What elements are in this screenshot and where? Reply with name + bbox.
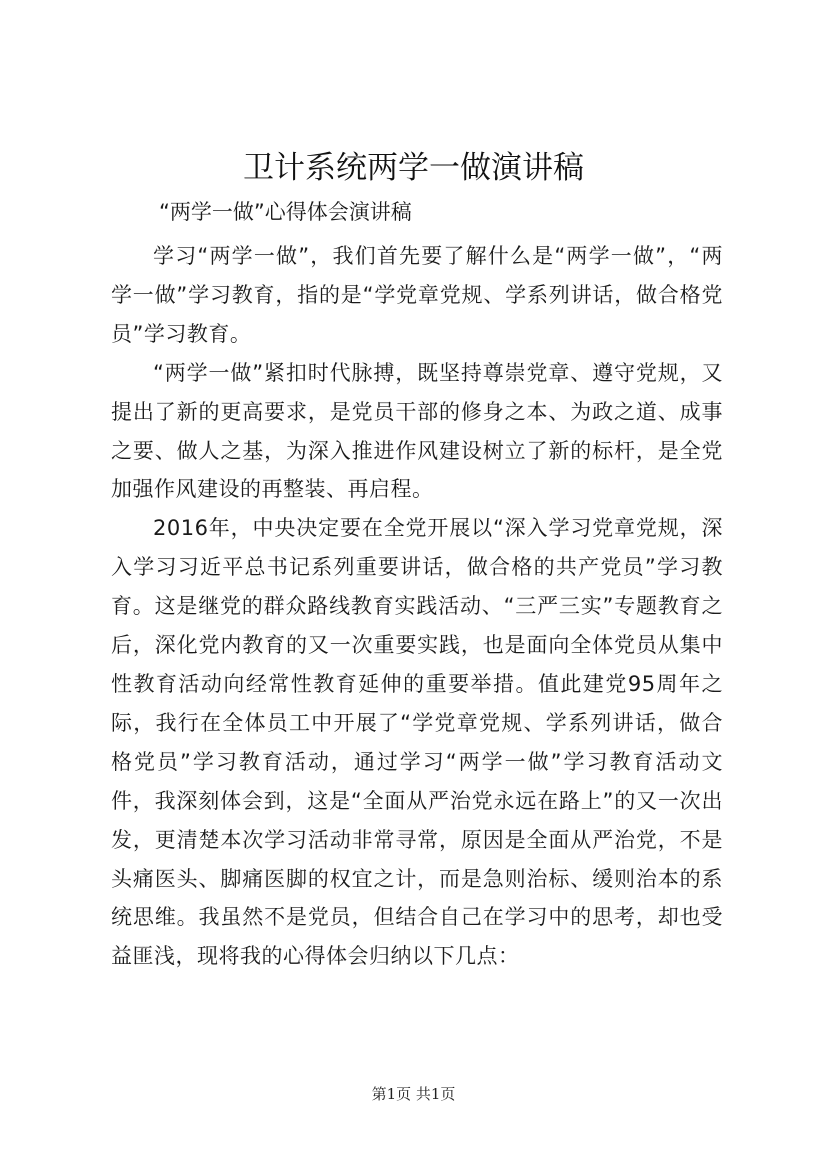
paragraph: 学习“两学一做”，我们首先要了解什么是“两学一做”，“两学一做”学习教育，指的是“学党章党规、学系列讲话，做合格党员”学习教育。 xyxy=(111,244,723,346)
document-subtitle: “两学一做”心得体会演讲稿 xyxy=(159,200,412,224)
page-number-footer: 第1页 共1页 xyxy=(371,1085,456,1103)
document-body xyxy=(111,237,723,976)
paragraph: 2016年，中央决定要在全党开展以“深入学习党章党规，深入学习习近平总书记系列重要讲话，做合格的共产党员”学习教育。这是继党的群众路线教育实践活动、“三严三实”专题教育之后，深化党内教育的又一次重要实践，也是面向全体党员从集中性教育活动向经常性教育延伸的重要举措。值此建党95周年之际，我行在全体员工中开展了“学党章党规、学系列讲话，做合格党员”学习教育活动，通过学习“两学一做”学习教育活动文件，我深刻体会到，这是“全面从严治党永远在路上”的又一次出发，更清楚本次学习活动非常寻常，原因是全面从严治党，不是头痛医头、脚痛医脚的权宜之计，而是急则治标、缓则治本的系统思维。我虽然不是党员，但结合自己在学习中的思考，却也受益匪浅，现将我的心得体会归纳以下几点： xyxy=(111,516,723,969)
paragraph: “两学一做”紧扣时代脉搏，既坚持尊崇党章、遵守党规，又提出了新的更高要求，是党员干部的修身之本、为政之道、成事之要、做人之基，为深入推进作风建设树立了新的标杆，是全党加强作风建设的再整装、再启程。 xyxy=(111,360,723,502)
document-title: 卫计系统两学一做演讲稿 xyxy=(243,150,584,186)
